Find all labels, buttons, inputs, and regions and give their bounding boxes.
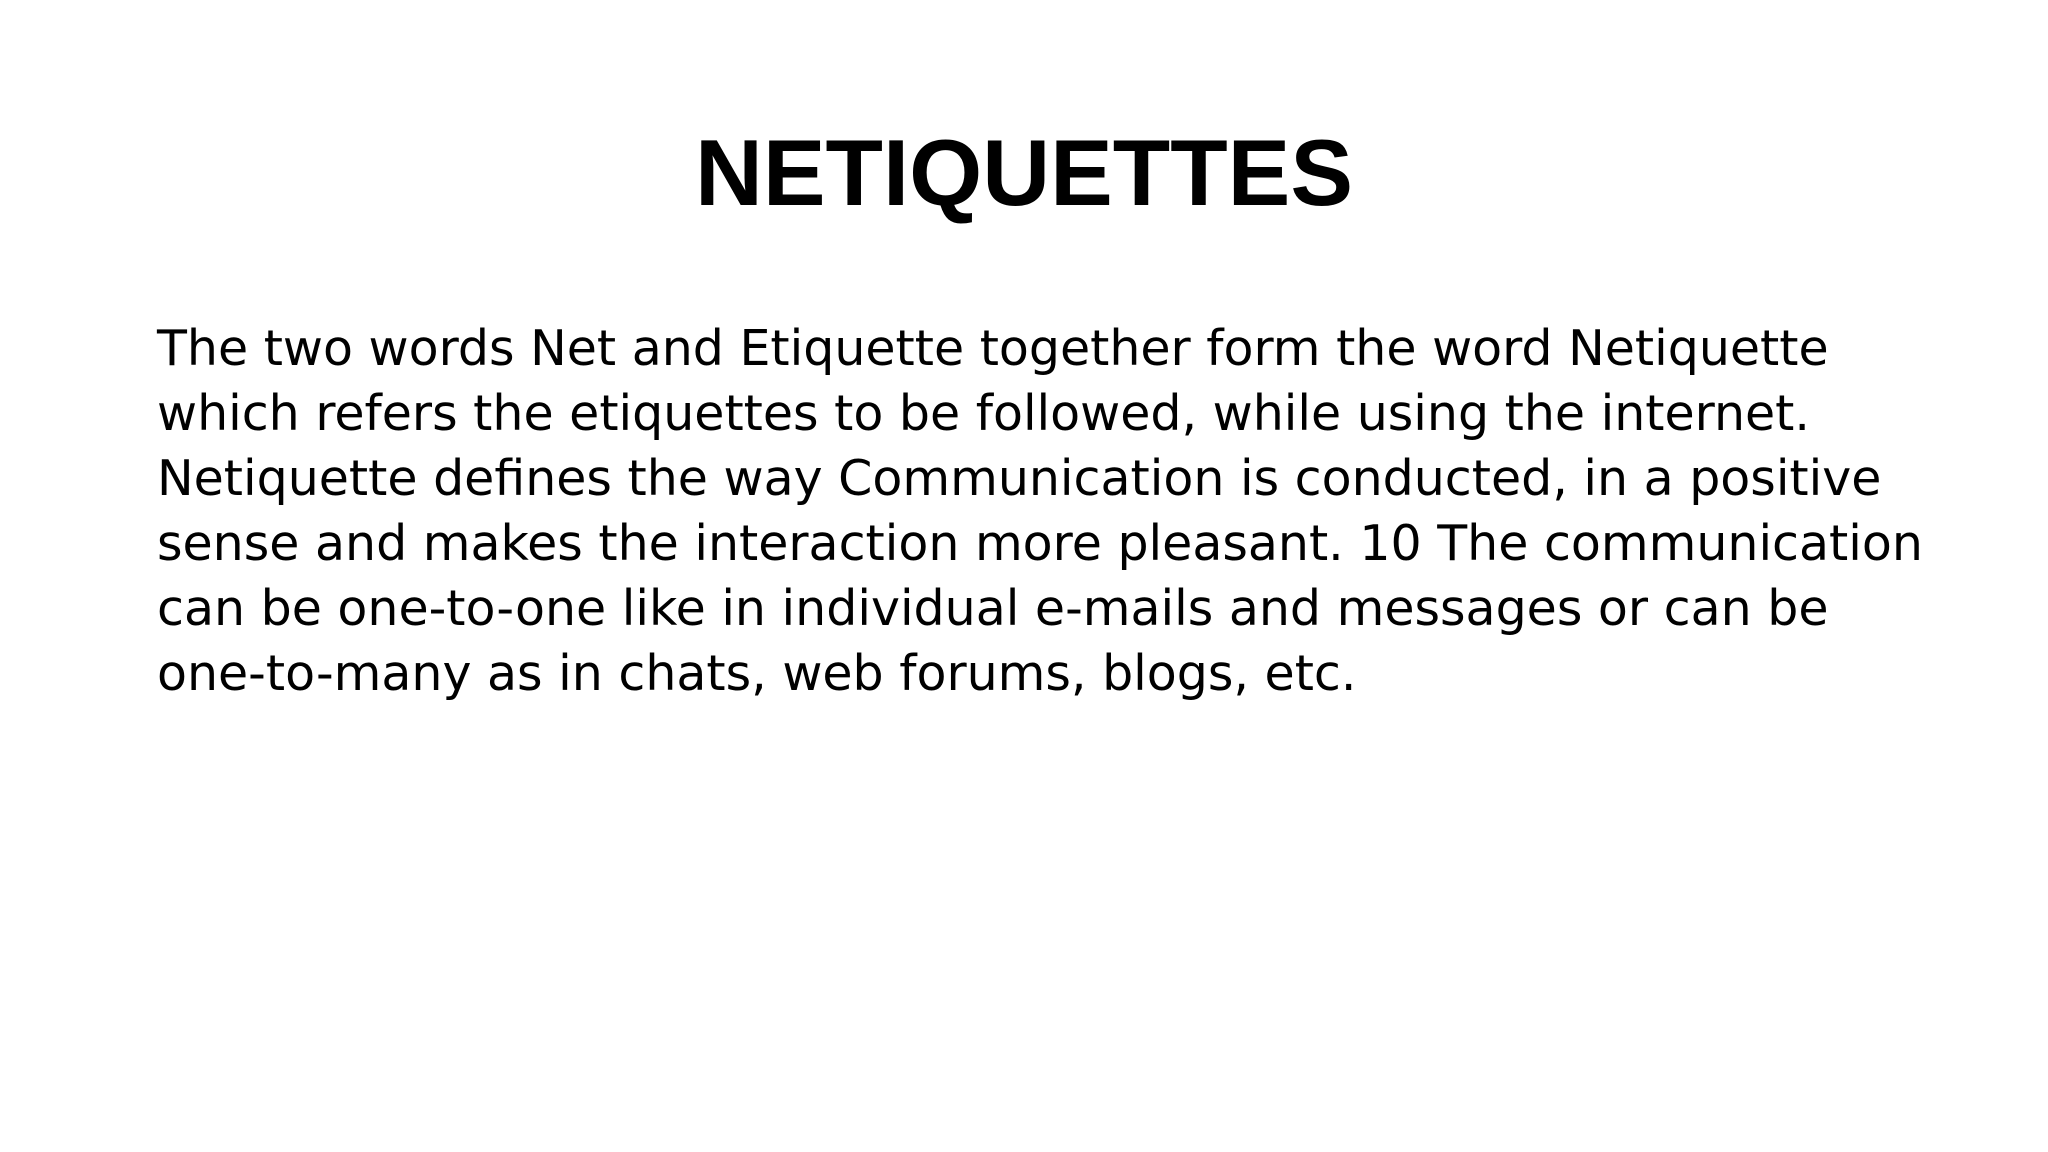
- body-line-5: can be one-to-one like in individual e-mails and messages or can be: [157, 580, 1829, 637]
- body-line-1: The two words Net and Etiquette together form the word Netiquette: [157, 320, 1829, 377]
- slide-title: NETIQUETTES: [694, 120, 1354, 225]
- body-line-2: which refers the etiquettes to be followed, while using the internet.: [157, 385, 1810, 442]
- body-line-6: one-to-many as in chats, web forums, blogs, etc.: [157, 645, 1357, 702]
- body-line-3: Netiquette defines the way Communication is conducted, in a positive: [157, 450, 1882, 507]
- slide-body: [157, 316, 1937, 706]
- body-line-4: sense and makes the interaction more pleasant. 10 The communication: [157, 515, 1923, 572]
